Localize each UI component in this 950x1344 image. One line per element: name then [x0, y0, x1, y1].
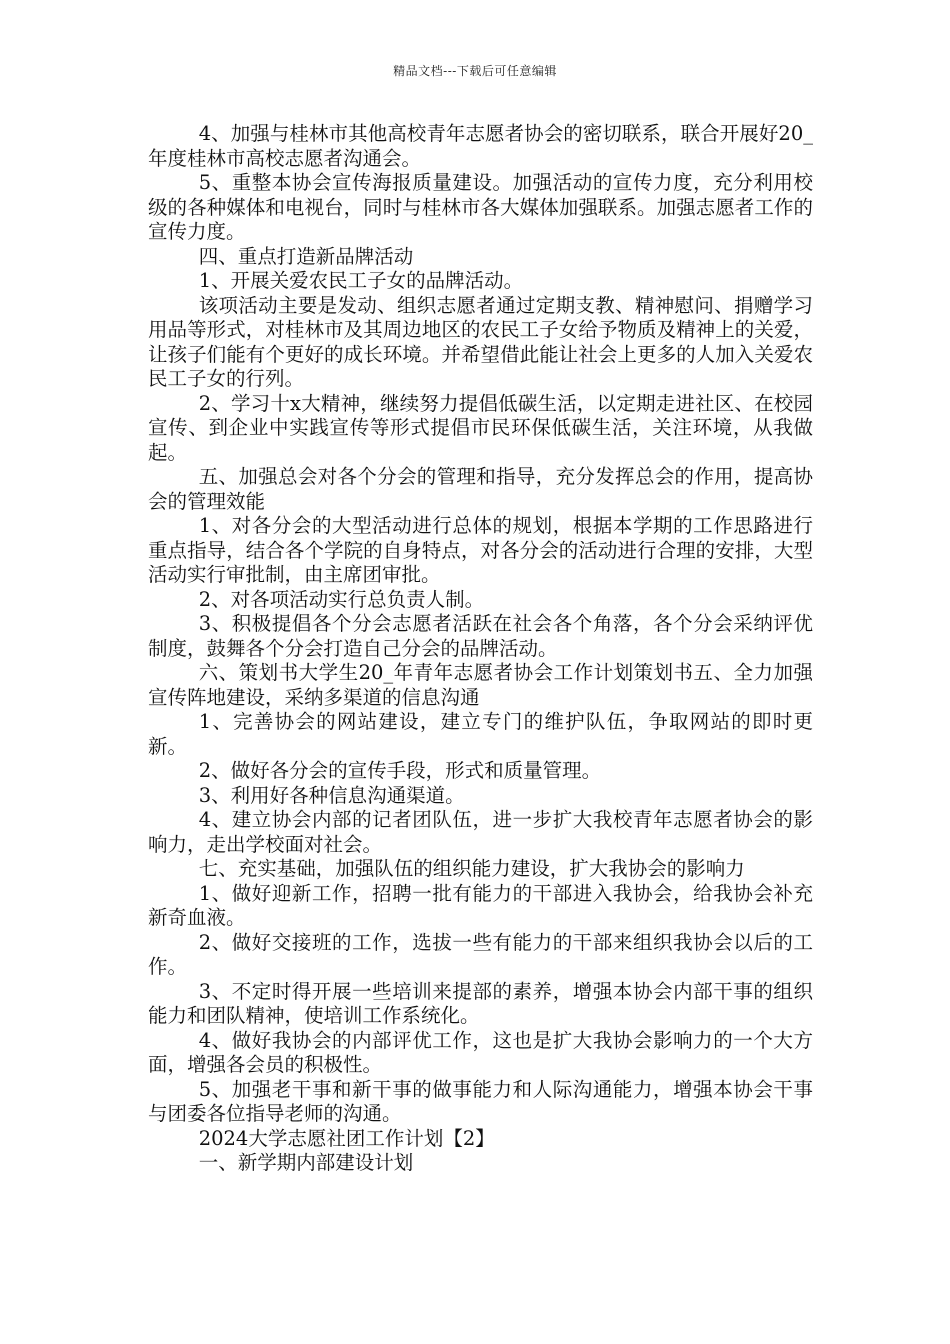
- paragraph: 该项活动主要是发动、组织志愿者通过定期支教、精神慰问、捐赠学习用品等形式，对桂林市及其周边地区的农民工子女给予物质及精神上的关爱，让孩子们能有个更好的成长环境。并希望借此能让社会上更多的人加入关爱农民工子女的行列。: [148, 293, 813, 390]
- paragraph: 1、做好迎新工作，招聘一批有能力的干部进入我协会，给我协会补充新奇血液。: [148, 881, 813, 929]
- paragraph: 3、积极提倡各个分会志愿者活跃在社会各个角落，各个分会采纳评优制度，鼓舞各个分会打造自己分会的品牌活动。: [148, 612, 813, 660]
- paragraph: 3、不定时得开展一些培训来提部的素养，增强本协会内部干事的组织能力和团队精神，使培训工作系统化。: [148, 979, 813, 1027]
- document-body: [148, 122, 813, 1176]
- paragraph: 2、做好交接班的工作，选拔一些有能力的干部来组织我协会以后的工作。: [148, 930, 813, 978]
- section-heading: 五、加强总会对各个分会的管理和指导，充分发挥总会的作用，提高协会的管理效能: [148, 465, 813, 513]
- paragraph: 1、开展关爱农民工子女的品牌活动。: [198, 269, 524, 292]
- section-heading: 四、重点打造新品牌活动: [198, 244, 414, 268]
- document-title: 2024大学志愿社团工作计划【2】: [198, 1126, 495, 1150]
- paragraph: 4、加强与桂林市其他高校青年志愿者协会的密切联系，联合开展好20_年度桂林市高校志愿者沟通会。: [148, 122, 813, 170]
- paragraph: 5、重整本协会宣传海报质量建设。加强活动的宣传力度，充分利用校级的各种媒体和电视台，同时与桂林市各大媒体加强联系。加强志愿者工作的宣传力度。: [148, 171, 813, 243]
- page-header: 精品文档---下载后可任意编辑: [393, 64, 557, 78]
- paragraph: 4、做好我协会的内部评优工作，这也是扩大我协会影响力的一个大方面，增强各会员的积极性。: [148, 1028, 813, 1076]
- section-heading: 七、充实基础，加强队伍的组织能力建设，扩大我协会的影响力: [198, 857, 745, 880]
- paragraph: 4、建立协会内部的记者团队伍，进一步扩大我校青年志愿者协会的影响力，走出学校面对社会。: [148, 808, 813, 856]
- paragraph: 2、对各项活动实行总负责人制。: [198, 587, 485, 611]
- section-heading: 六、策划书大学生20_年青年志愿者协会工作计划策划书五、全力加强宣传阵地建设，采纳多渠道的信息沟通: [148, 661, 813, 709]
- paragraph: 2、做好各分会的宣传手段，形式和质量管理。: [198, 759, 602, 782]
- paragraph: 1、对各分会的大型活动进行总体的规划，根据本学期的工作思路进行重点指导，结合各个学院的自身特点，对各分会的活动进行合理的安排，大型活动实行审批制，由主席团审批。: [148, 514, 813, 586]
- paragraph: 5、加强老干事和新干事的做事能力和人际沟通能力，增强本协会干事与团委各位指导老师的沟通。: [148, 1077, 813, 1125]
- paragraph: 2、学习十x大精神，继续努力提倡低碳生活，以定期走进社区、在校园宣传、到企业中实践宣传等形式提倡市民环保低碳生活，关注环境，从我做起。: [148, 391, 813, 464]
- paragraph: 1、完善协会的网站建设，建立专门的维护队伍，争取网站的即时更新。: [148, 710, 813, 758]
- section-heading: 一、新学期内部建设计划: [198, 1151, 414, 1174]
- paragraph: 3、利用好各种信息沟通渠道。: [198, 783, 465, 807]
